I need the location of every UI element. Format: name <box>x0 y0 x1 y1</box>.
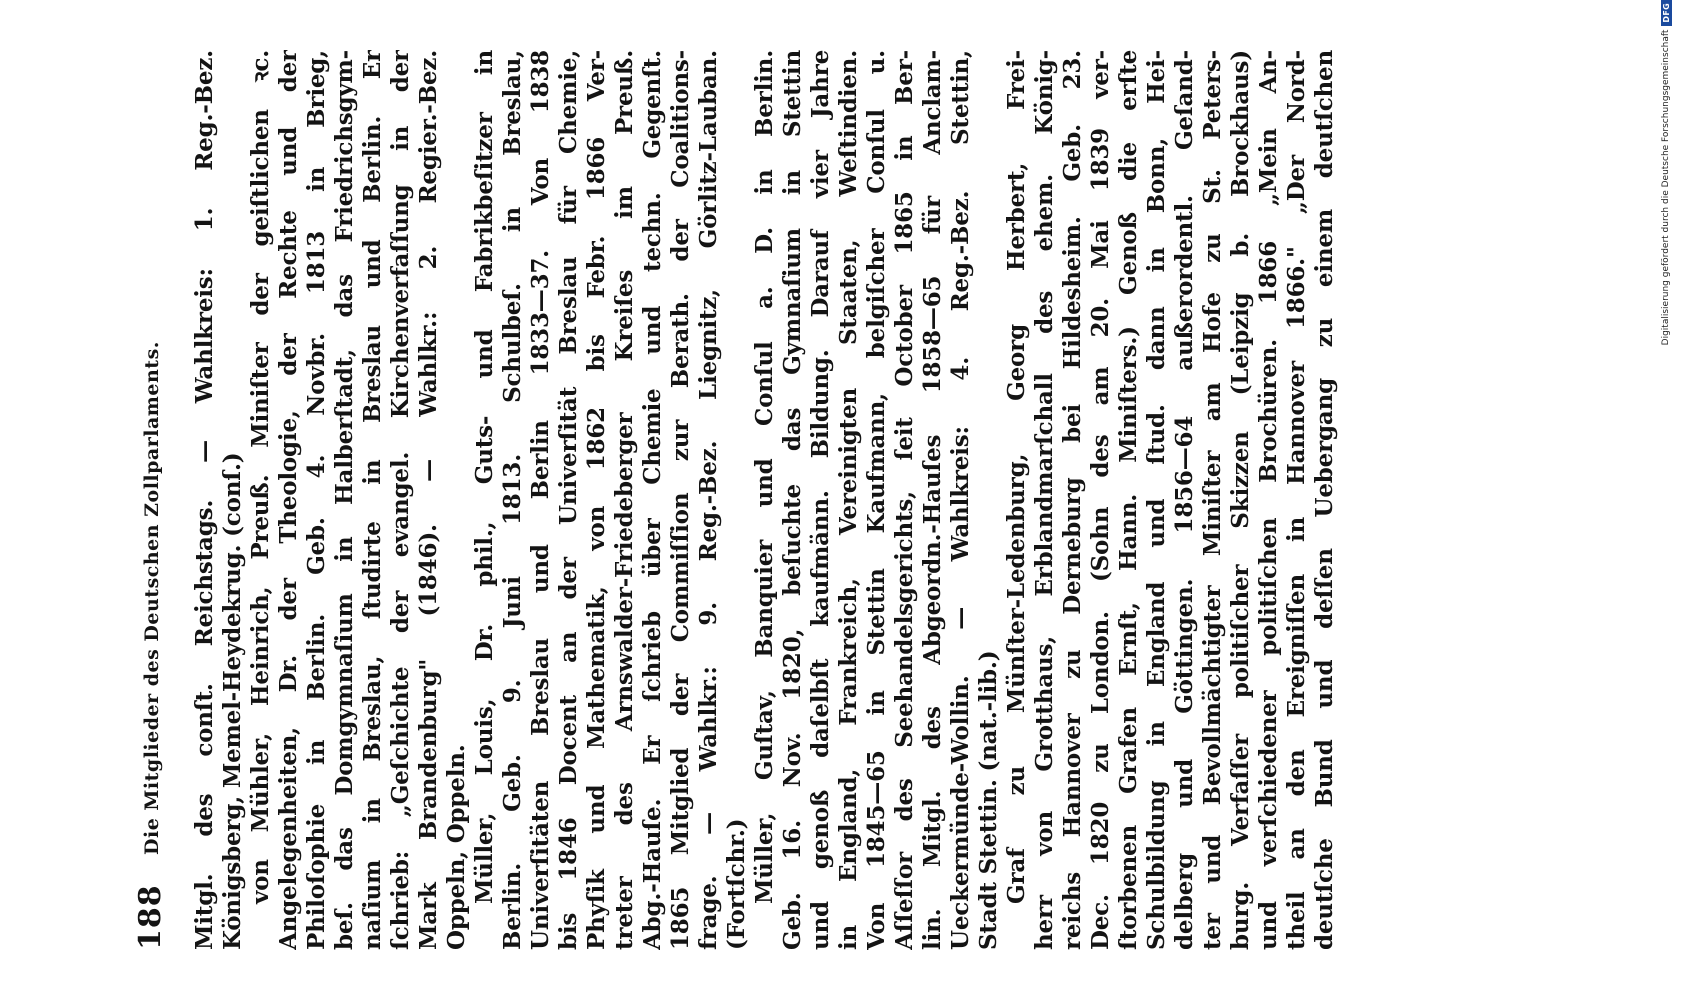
text-line: Mitgl. des conſt. Reichstags. — Wahlkreis: 1. Reg.-Bez. <box>191 50 218 950</box>
credit-text: Digitalisierung gefördert durch die Deutsche Forschungsgemeinschaft <box>1661 29 1671 346</box>
text-line: Von 1845—65 in Stettin Kaufmann, belgiſcher Conſul u. <box>863 50 890 950</box>
text-line: Königsberg, Memel-Heydekrug. (conſ.) <box>219 452 246 950</box>
text-line: frage. — Wahlkr.: 9. Reg.-Bez. Liegnitz, Görlitz-Lauban. <box>695 50 722 950</box>
running-head-title: Die Mitglieder des Deutschen Zollparlaments. <box>141 341 163 855</box>
text-line: lin. Mitgl. des Abgeordn.-Hauſes 1858—65 für Anclam- <box>919 50 946 950</box>
text-line: herr von Grotthaus, Erblandmarſchall des ehem. König- <box>1031 50 1058 950</box>
text-line: deutſche Bund und deſſen Uebergang zu einem deutſchen <box>1311 50 1338 950</box>
running-head <box>127 50 173 990</box>
text-line: Dec. 1820 zu London. (Sohn des am 20. Mai 1839 ver- <box>1087 50 1114 950</box>
text-line: Berlin. Geb. 9. Juni 1813. Schulbeſ. in Breslau, <box>499 50 526 950</box>
book-page <box>127 50 1338 990</box>
text-line: Graf zu Münſter-Ledenburg, Georg Herbert, Frei- <box>1003 50 1030 904</box>
text-line: und verſchiedener politiſchen Brochüren. 1866 „Mein An- <box>1255 50 1282 950</box>
text-line: Müller, Louis, Dr. phil., Guts- und Fabrikbeſitzer in <box>471 50 498 904</box>
text-line: ſtorbenen Grafen Ernſt, Hann. Miniſters.) Genoß die erſte <box>1115 50 1142 950</box>
text-line: Abg.-Hauſe. Er ſchrieb über Chemie und techn. Gegenſt. <box>639 50 666 950</box>
body-text <box>191 50 1338 950</box>
text-line: Schulbildung in England und ſtud. dann in Bonn, Hei- <box>1143 50 1170 950</box>
text-line: beſ. das Domgymnaſium in Halberſtadt, das Friedrichsgym- <box>331 50 358 950</box>
text-line: in England, Frankreich, Vereinigten Staaten, Weſtindien. <box>835 50 862 950</box>
text-line: 1865 Mitglied der Commiſſion zur Berath. der Coalitions- <box>667 50 694 950</box>
text-line: (Fortſchr.) <box>723 818 750 950</box>
text-line: bis 1846 Docent an der Univerſität Breslau für Chemie, <box>555 50 582 950</box>
text-line: delberg und Göttingen. 1856—64 außerordentl. Geſand- <box>1171 50 1198 950</box>
text-line: und genoß daſelbſt kaufmänn. Bildung. Darauf vier Jahre <box>807 50 834 950</box>
text-line: Ueckermünde-Wollin. — Wahlkreis: 4. Reg.-Bez. Stettin, <box>947 50 974 950</box>
text-line: ſchrieb: „Geſchichte der evangel. Kirchenverfaſſung in der <box>387 50 414 950</box>
text-line: Müller, Guſtav, Banquier und Conſul a. D. in Berlin. <box>751 50 778 904</box>
text-line: Phyſik und Mathematik, von 1862 bis Febr. 1866 Ver- <box>583 50 610 950</box>
text-line: Angelegenheiten, Dr. der Theologie, der Rechte und der <box>275 50 302 950</box>
text-line: Aſſeſſor des Seehandelsgerichts, ſeit October 1865 in Ber- <box>891 50 918 950</box>
text-line: burg. Verfaſſer politiſcher Skizzen (Leipzig b. Brockhaus) <box>1227 50 1254 950</box>
text-line: Oppeln, Oppeln. <box>443 744 470 950</box>
text-line: Stadt Stettin. (nat.-lib.) <box>975 650 1002 950</box>
digitization-credit <box>1657 0 1675 1000</box>
text-line: theil an den Ereigniſſen in Hannover 1866." „Der Nord- <box>1283 50 1310 950</box>
page-number: 188 <box>133 884 168 950</box>
text-line: Geb. 16. Nov. 1820, beſuchte das Gymnaſium in Stettin <box>779 50 806 950</box>
text-line: reichs Hannover zu Derneburg bei Hildesheim. Geb. 23. <box>1059 50 1086 950</box>
dfg-logo: DFG <box>1661 0 1672 26</box>
text-line: von Mühler, Heinrich, Preuß. Miniſter der geiſtlichen ꝛc. <box>247 50 274 904</box>
text-line: ter und Bevollmächtigter Miniſter am Hofe zu St. Peters- <box>1199 50 1226 950</box>
text-line: naſium in Breslau, ſtudirte in Breslau und Berlin. Er <box>359 50 386 950</box>
text-line: Univerſitäten Breslau und Berlin 1833—37. Von 1838 <box>527 50 554 950</box>
text-line: treter des Arnswalder-Friedeberger Kreiſes im Preuß. <box>611 50 638 950</box>
text-line: Philoſophie in Berlin. Geb. 4. Novbr. 1813 in Brieg, <box>303 50 330 950</box>
text-line: Mark Brandenburg" (1846). — Wahlkr.: 2. Regier.-Bez. <box>415 50 442 950</box>
